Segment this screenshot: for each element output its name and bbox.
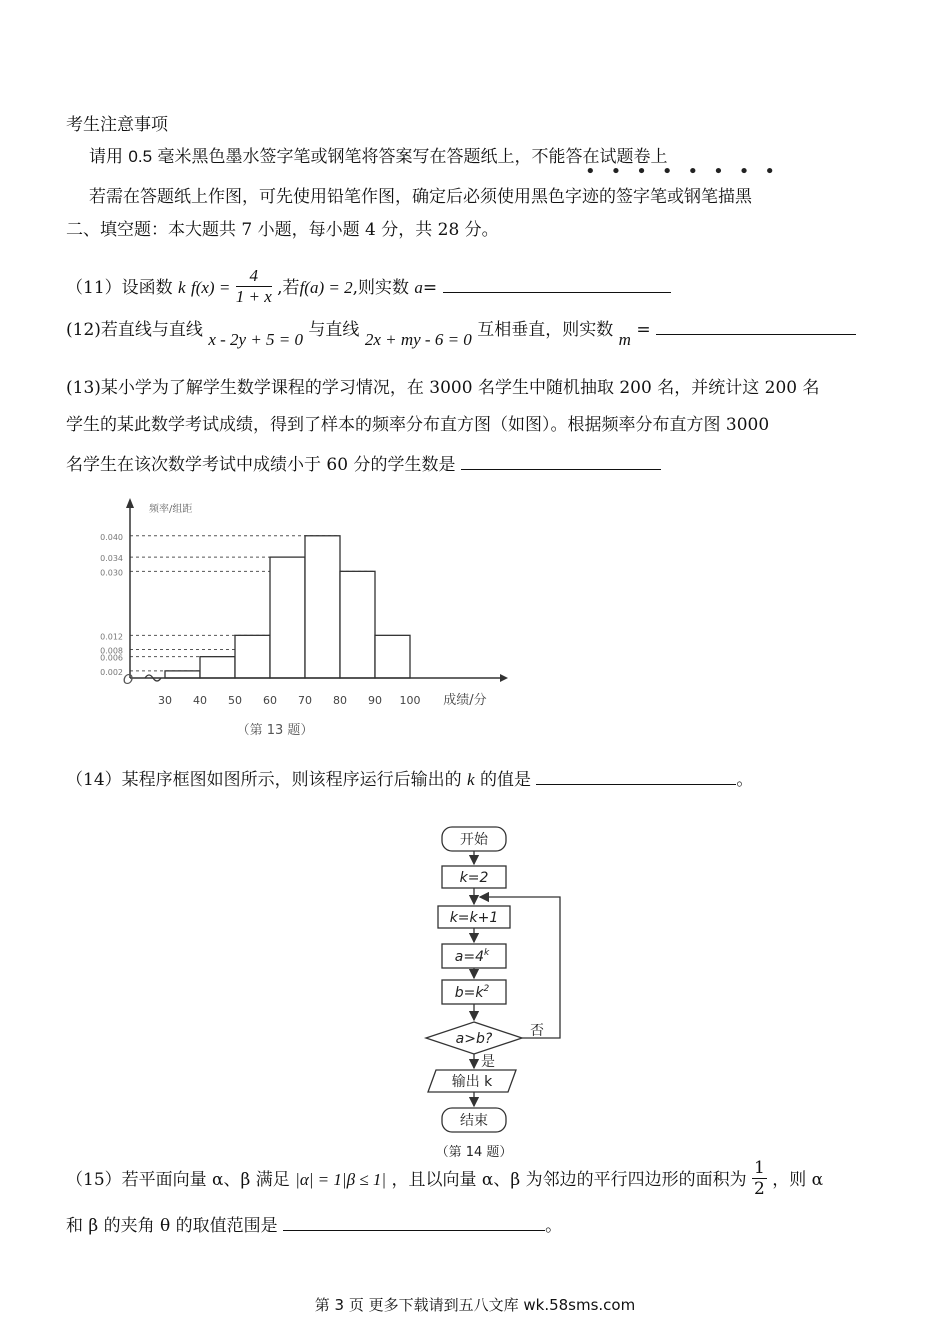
flow-cond-text: a>b? xyxy=(455,1031,493,1047)
notice-line-2: 若需在答题纸上作图，可先使用铅笔作图，确定后必须使用黑色字迹的签字笔或钢笔描黑 xyxy=(89,187,752,207)
page-footer: 第 3 页 更多下载请到五八文库 wk.58sms.com xyxy=(314,1296,636,1314)
question-15-line-1: （15）若平面向量 α、β 满足 |α| = 1|β ≤ 1| ，且以向量 α、β 为邻边的平行四边形的面积为 $\frac{1}{2}$ ，则 α xyxy=(66,1158,824,1199)
emphasis-dots: •••••••• xyxy=(585,161,790,182)
flowchart xyxy=(410,820,580,1160)
y-tick-label: 0.002 xyxy=(100,667,123,677)
y-tick-label: 0.034 xyxy=(100,554,123,564)
question-12: (12)若直线与直线 x - 2y + 5 = 0 与直线 2x + my - 6 = 0 互相垂直，则实数 m = xyxy=(66,316,856,344)
x-tick-label: 30 xyxy=(158,694,172,707)
y-tick-label: 0.006 xyxy=(100,653,123,663)
y-tick-label: 0.030 xyxy=(100,568,123,578)
chart-caption: （第 13 题） xyxy=(236,723,314,738)
section-title: 二、填空题：本大题共 7 小题，每小题 4 分，共 28 分。 xyxy=(66,220,499,240)
x-tick-label: 100 xyxy=(399,694,421,707)
notice-line-1: 请用 0.5 毫米黑色墨水签字笔或钢笔将答案写在答题纸上，不能答在试题卷上 xyxy=(89,147,668,167)
flow-init-text: k=2 xyxy=(459,870,489,886)
q15-fraction: $\frac{1}{2}$ xyxy=(753,1158,765,1199)
question-13-line-1: (13)某小学为了解学生数学课程的学习情况，在 3000 名学生中随机抽取 200 名，并统计这 200 名 xyxy=(66,378,820,398)
answer-blank-13[interactable] xyxy=(461,451,661,470)
flow-end-text: 结束 xyxy=(460,1113,488,1129)
y-tick-label: 0.008 xyxy=(100,646,123,656)
answer-blank-11[interactable] xyxy=(443,274,671,293)
flow-incr-text: k=k+1 xyxy=(449,910,499,926)
answer-blank-15[interactable] xyxy=(283,1212,545,1231)
x-tick-label: 70 xyxy=(298,694,312,707)
question-15-line-2: 和 β 的夹角 θ 的取值范围是 。 xyxy=(66,1212,562,1237)
histogram-bar xyxy=(165,671,200,678)
x-tick-label: 60 xyxy=(263,694,277,707)
flow-start-text: 开始 xyxy=(460,832,488,848)
q11-fraction: $\frac{4}{1 + x}$ xyxy=(235,266,272,306)
histogram-bar xyxy=(270,557,305,678)
x-tick-label: 90 xyxy=(368,694,382,707)
histogram-bar xyxy=(235,635,270,678)
x-tick-label: 80 xyxy=(333,694,347,707)
histogram-bar xyxy=(305,536,340,678)
answer-blank-14[interactable] xyxy=(536,766,736,785)
histogram-chart xyxy=(75,488,515,750)
y-axis-label: 频率/组距 xyxy=(149,504,193,515)
answer-blank-12[interactable] xyxy=(656,316,856,335)
x-axis-label: 成绩/分 xyxy=(443,693,487,708)
x-tick-label: 50 xyxy=(228,694,242,707)
x-tick-label: 40 xyxy=(193,694,207,707)
flow-assign-a-text: $a=4^k$ xyxy=(454,948,490,965)
question-11: （11）设函数 k f(x) = $\frac{4}{1 + x}$ ,若f(a) = 2,则实数 a= xyxy=(66,266,671,310)
question-14: （14）某程序框图如图所示，则该程序运行后输出的 k 的值是 。 xyxy=(66,766,753,791)
flow-caption: （第 14 题） xyxy=(435,1145,513,1160)
flow-assign-b-text: $b=k^2$ xyxy=(454,984,490,1001)
question-13-line-3: 名学生在该次数学考试中成绩小于 60 分的学生数是 xyxy=(66,451,661,476)
flow-no-label: 否 xyxy=(530,1023,544,1039)
origin-label: O xyxy=(123,673,134,688)
notice-heading: 考生注意事项 xyxy=(66,115,168,135)
flow-output-text: 输出 k xyxy=(451,1074,493,1090)
question-13-line-2: 学生的某此数学考试成绩，得到了样本的频率分布直方图（如图）。根据频率分布直方图 3000 xyxy=(66,415,770,435)
histogram-bar xyxy=(200,657,235,678)
histogram-bar xyxy=(340,571,375,678)
y-tick-label: 0.040 xyxy=(100,532,123,542)
histogram-bar xyxy=(375,635,410,678)
y-tick-label: 0.012 xyxy=(100,632,123,642)
flow-yes-label: 是 xyxy=(481,1054,495,1070)
